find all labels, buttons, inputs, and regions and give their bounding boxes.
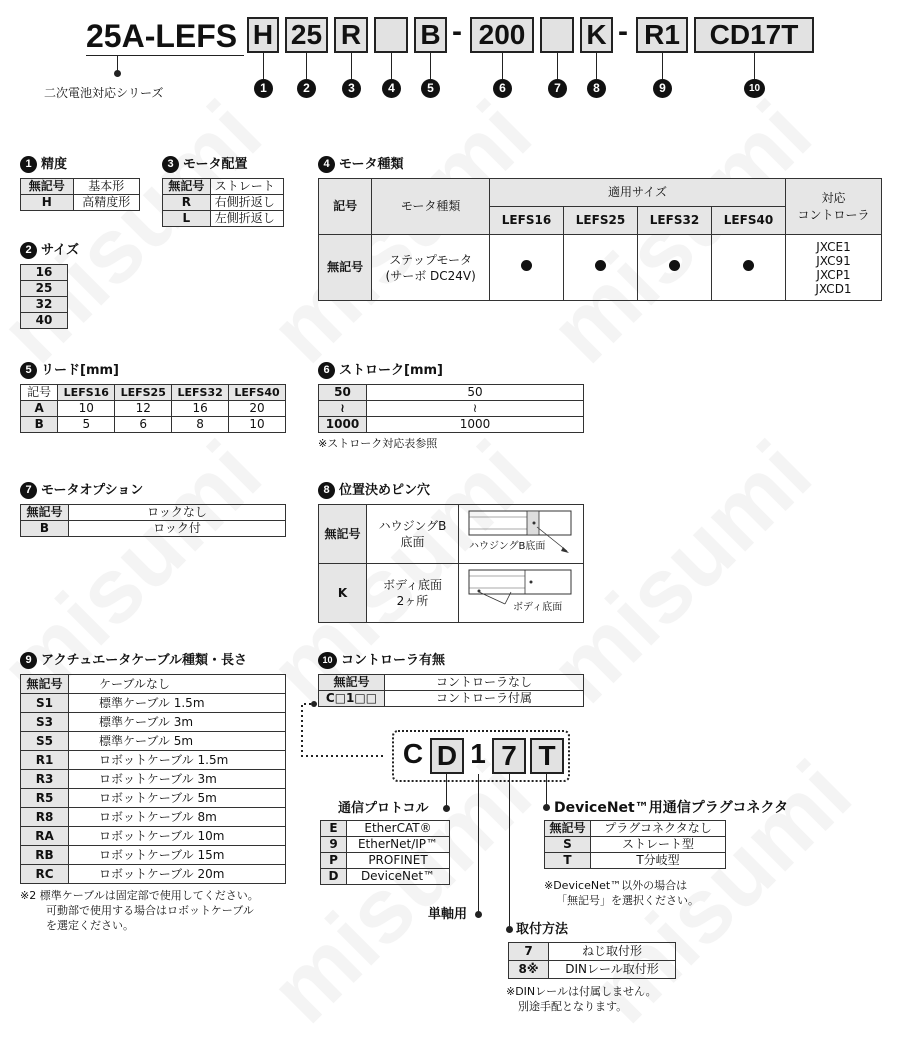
ctrl-code-char-4: 7 [492,738,526,774]
code-stem-1 [263,53,264,79]
table-cell: ケーブルなし [69,675,286,694]
table-header: 記号 [319,179,372,235]
table-cell: S3 [21,713,69,732]
table-header: 記号 [21,385,58,401]
table-cell: 32 [21,297,68,313]
table-cell: S1 [21,694,69,713]
table-cell: 無記号 [21,179,74,195]
table-cell: ストレート [210,179,283,195]
series-pointer-dot [114,70,121,77]
table-header: LEFS32 [172,385,229,401]
code-stem-5 [430,53,431,79]
section-6-label: ストローク[mm] [339,363,443,378]
code-number-4: 4 [382,79,401,98]
code-box-7 [540,17,574,53]
table-header: LEFS25 [115,385,172,401]
table-cell [367,505,459,564]
precision-table [20,178,140,211]
table-cell: 9 [321,837,347,853]
code-box-10: CD17T [694,17,814,53]
table-cell: A [21,401,58,417]
table-cell: 16 [172,401,229,417]
table-cell: 無記号 [545,821,591,837]
connector-title: DeviceNet™用通信プラグコネクタ [554,800,789,816]
table-cell: ロックなし [69,505,286,521]
series-label: 二次電池対応シリーズ [44,86,164,100]
table-cell: 1000 [367,417,584,433]
available-dot-icon [669,260,680,271]
table-cell: ≀ [367,401,584,417]
table-cell: 無記号 [319,235,372,301]
table-cell: 50 [367,385,584,401]
table-cell [711,235,785,301]
table-header: モータ種類 [372,179,490,235]
table-header: LEFS16 [489,207,563,235]
table-cell: 無記号 [21,675,69,694]
code-box-4 [374,17,408,53]
code-stem-7 [557,53,558,79]
table-cell: PROFINET [347,853,450,869]
protocol-title: 通信プロトコル [338,801,429,816]
section-number-badge: 4 [318,156,335,173]
code-stem-2 [306,53,307,79]
table-cell: 左側折返し [210,211,283,227]
motor-option-table [20,504,286,537]
code-dash-2: - [618,15,628,48]
table-cell: ≀ [319,401,367,417]
table-cell: S5 [21,732,69,751]
table-cell: R3 [21,770,69,789]
section-7-label: モータオプション [41,483,144,498]
section-7-title [20,482,143,500]
section-number-badge: 7 [20,482,37,499]
controller-name: JXCE1 [816,239,851,254]
motor-type-line1: ステップモータ [389,252,473,267]
table-cell: 7 [509,943,549,961]
code-box-1: H [247,17,279,53]
table-cell [489,235,563,301]
table-header: LEFS25 [563,207,637,235]
mounting-title: 取付方法 [516,922,569,937]
section-6-title [318,362,443,380]
section-10-label: コントローラ有無 [341,653,446,668]
section-4-label: モータ種類 [339,157,404,172]
table-cell: ロボットケーブル 10m [69,827,286,846]
table-cell: 16 [21,265,68,281]
size-table [20,264,68,329]
housing-diagram-label: ハウジングB底面 [469,541,546,552]
table-cell: ロボットケーブル 1.5m [69,751,286,770]
table-cell: L [163,211,211,227]
table-cell: 無記号 [21,505,69,521]
code-box-6: 200 [470,17,534,53]
section-5-label: リード[mm] [41,363,119,378]
model-prefix: 25A-LEFS [86,18,238,54]
section-number-badge: 2 [20,242,37,259]
motor-position-table [162,178,284,227]
table-cell: ロボットケーブル 5m [69,789,286,808]
controller-name: JXCD1 [815,281,852,296]
dotted-connector-line [298,696,390,762]
table-cell: 25 [21,281,68,297]
available-dot-icon [521,260,532,271]
table-cell: 10 [229,417,286,433]
section-number-badge: 8 [318,482,335,499]
table-cell: ロボットケーブル 3m [69,770,286,789]
table-cell: 1000 [319,417,367,433]
table-cell: B [21,417,58,433]
ctrl-code-char-5: T [530,738,564,774]
code-number-7: 7 [548,79,567,98]
code-number-3: 3 [342,79,361,98]
controller-name: JXC91 [816,253,851,268]
table-header [785,179,881,235]
single-axis-label: 単軸用 [428,907,468,922]
ctrl-header-line1: 対応 [821,190,846,205]
section-9-label: アクチュエータケーブル種類・長さ [41,653,248,668]
table-cell: ストレート型 [591,837,726,853]
table-cell: P [321,853,347,869]
table-cell: DeviceNet™ [347,869,450,885]
code-number-1: 1 [254,79,273,98]
protocol-pointer-dot [443,805,450,812]
section-number-badge: 9 [20,652,37,669]
cable-note-1: ※2 標準ケーブルは固定部で使用してください。 [20,889,259,902]
code-box-2: 25 [285,17,328,53]
table-cell: 無記号 [163,179,211,195]
mounting-pointer-dot [506,926,513,933]
single-axis-pointer-dot [475,911,482,918]
table-cell: 5 [58,417,115,433]
table-cell: ねじ取付形 [549,943,676,961]
section-1-label: 精度 [41,157,68,172]
table-header: LEFS40 [229,385,286,401]
table-cell: 50 [319,385,367,401]
model-prefix-underline [86,55,244,56]
table-cell [785,235,881,301]
section-number-badge: 5 [20,362,37,379]
controller-name: JXCP1 [816,267,851,282]
connector-pointer-dot [543,804,550,811]
section-number-badge: 6 [318,362,335,379]
table-cell: 標準ケーブル 1.5m [69,694,286,713]
mounting-note-1: ※DINレールは付属しません。 [506,985,657,998]
available-dot-icon [743,260,754,271]
table-cell: R8 [21,808,69,827]
table-cell: RC [21,865,69,884]
section-1-title [20,156,67,174]
table-cell: ロボットケーブル 20m [69,865,286,884]
table-cell: E [321,821,347,837]
connector-note-1: ※DeviceNet™以外の場合は [544,879,688,892]
single-axis-pointer-line [478,774,479,914]
code-stem-10 [754,53,755,79]
cable-note-2: 可動部で使用する場合はロボットケーブル [46,904,254,917]
code-box-8: K [580,17,613,53]
available-dot-icon [595,260,606,271]
pin-desc-line1: ハウジングB [378,519,447,533]
code-box-9: R1 [636,17,688,53]
table-cell: 12 [115,401,172,417]
table-cell: ロボットケーブル 15m [69,846,286,865]
table-cell: コントローラなし [385,675,584,691]
table-cell: 標準ケーブル 5m [69,732,286,751]
code-number-2: 2 [297,79,316,98]
code-number-9: 9 [653,79,672,98]
code-box-3: R [334,17,368,53]
section-number-badge: 10 [318,652,337,669]
table-cell: 無記号 [319,675,385,691]
code-stem-8 [596,53,597,79]
body-diagram-label: ボディ底面 [513,602,563,613]
mounting-note-2: 別途手配となります。 [518,1000,628,1013]
mounting-table [508,942,676,979]
table-cell: ロック付 [69,521,286,537]
table-cell: プラグコネクタなし [591,821,726,837]
section-2-title [20,242,79,260]
table-cell: 基本形 [73,179,140,195]
motor-type-table [318,178,882,301]
section-number-badge: 3 [162,156,179,173]
section-10-title [318,652,445,670]
table-cell: 20 [229,401,286,417]
code-stem-4 [391,53,392,79]
lead-table [20,384,286,433]
body-bottom-diagram [459,564,584,623]
connector-pointer-line [546,774,547,808]
ctrl-code-char-3: 1 [470,738,486,769]
stroke-table [318,384,584,433]
table-cell: C□1□□ [319,691,385,707]
ctrl-header-line2: コントローラ [797,207,870,222]
code-box-5: B [414,17,447,53]
pin-desc-line1: ボディ底面 [382,578,443,592]
code-stem-9 [662,53,663,79]
pin-hole-table [318,504,584,623]
table-header: 適用サイズ [489,179,785,207]
section-8-title [318,482,430,500]
ctrl-code-char-1: C [402,738,424,769]
code-number-8: 8 [587,79,606,98]
protocol-table [320,820,450,885]
table-cell [372,235,490,301]
table-cell: K [319,564,367,623]
mounting-pointer-line [509,774,510,930]
section-3-label: モータ配置 [183,157,248,172]
table-cell [637,235,711,301]
table-cell: ロボットケーブル 8m [69,808,286,827]
table-cell: R [163,195,211,211]
connector-note-2: 「無記号」を選択ください。 [556,894,699,907]
code-dash-1: - [452,15,462,48]
table-cell: 無記号 [319,505,367,564]
table-cell: R1 [21,751,69,770]
table-cell: 6 [115,417,172,433]
table-cell: DINレール取付形 [549,961,676,979]
motor-type-line2: (サーボ DC24V) [385,268,476,283]
section-3-title [162,156,247,174]
code-number-6: 6 [493,79,512,98]
cable-table [20,674,286,884]
table-cell: D [321,869,347,885]
table-cell: 右側折返し [210,195,283,211]
housing-bottom-diagram [459,505,584,564]
section-4-title [318,156,403,174]
code-stem-6 [502,53,503,79]
table-cell: S [545,837,591,853]
table-cell: 8 [172,417,229,433]
table-cell [563,235,637,301]
table-cell: コントローラ付属 [385,691,584,707]
table-cell: EtherCAT® [347,821,450,837]
watermark [0,81,282,383]
section-9-title [20,652,247,670]
table-cell: 8※ [509,961,549,979]
table-cell: 標準ケーブル 3m [69,713,286,732]
table-cell: B [21,521,69,537]
table-cell: 高精度形 [73,195,140,211]
pin-desc-line2: 2ヶ所 [396,594,429,608]
table-cell: RA [21,827,69,846]
stroke-note: ※ストローク対応表参照 [318,437,438,450]
ctrl-code-char-2: D [430,738,464,774]
table-cell: EtherNet/IP™ [347,837,450,853]
table-header: LEFS32 [637,207,711,235]
table-header: LEFS16 [58,385,115,401]
table-cell [367,564,459,623]
section-8-label: 位置決めピン穴 [339,483,431,498]
section-number-badge: 1 [20,156,37,173]
code-stem-3 [351,53,352,79]
table-cell: RB [21,846,69,865]
pin-desc-line2: 底面 [400,535,425,549]
table-cell: T分岐型 [591,853,726,869]
connector-table [544,820,726,869]
table-header: LEFS40 [711,207,785,235]
table-cell: T [545,853,591,869]
table-cell: R5 [21,789,69,808]
table-cell: H [21,195,74,211]
section-2-label: サイズ [41,243,79,258]
table-cell: 40 [21,313,68,329]
cable-note-3: を選定ください。 [46,919,134,932]
section-5-title [20,362,119,380]
table-cell: 10 [58,401,115,417]
code-number-5: 5 [421,79,440,98]
code-number-10: 10 [744,79,765,98]
